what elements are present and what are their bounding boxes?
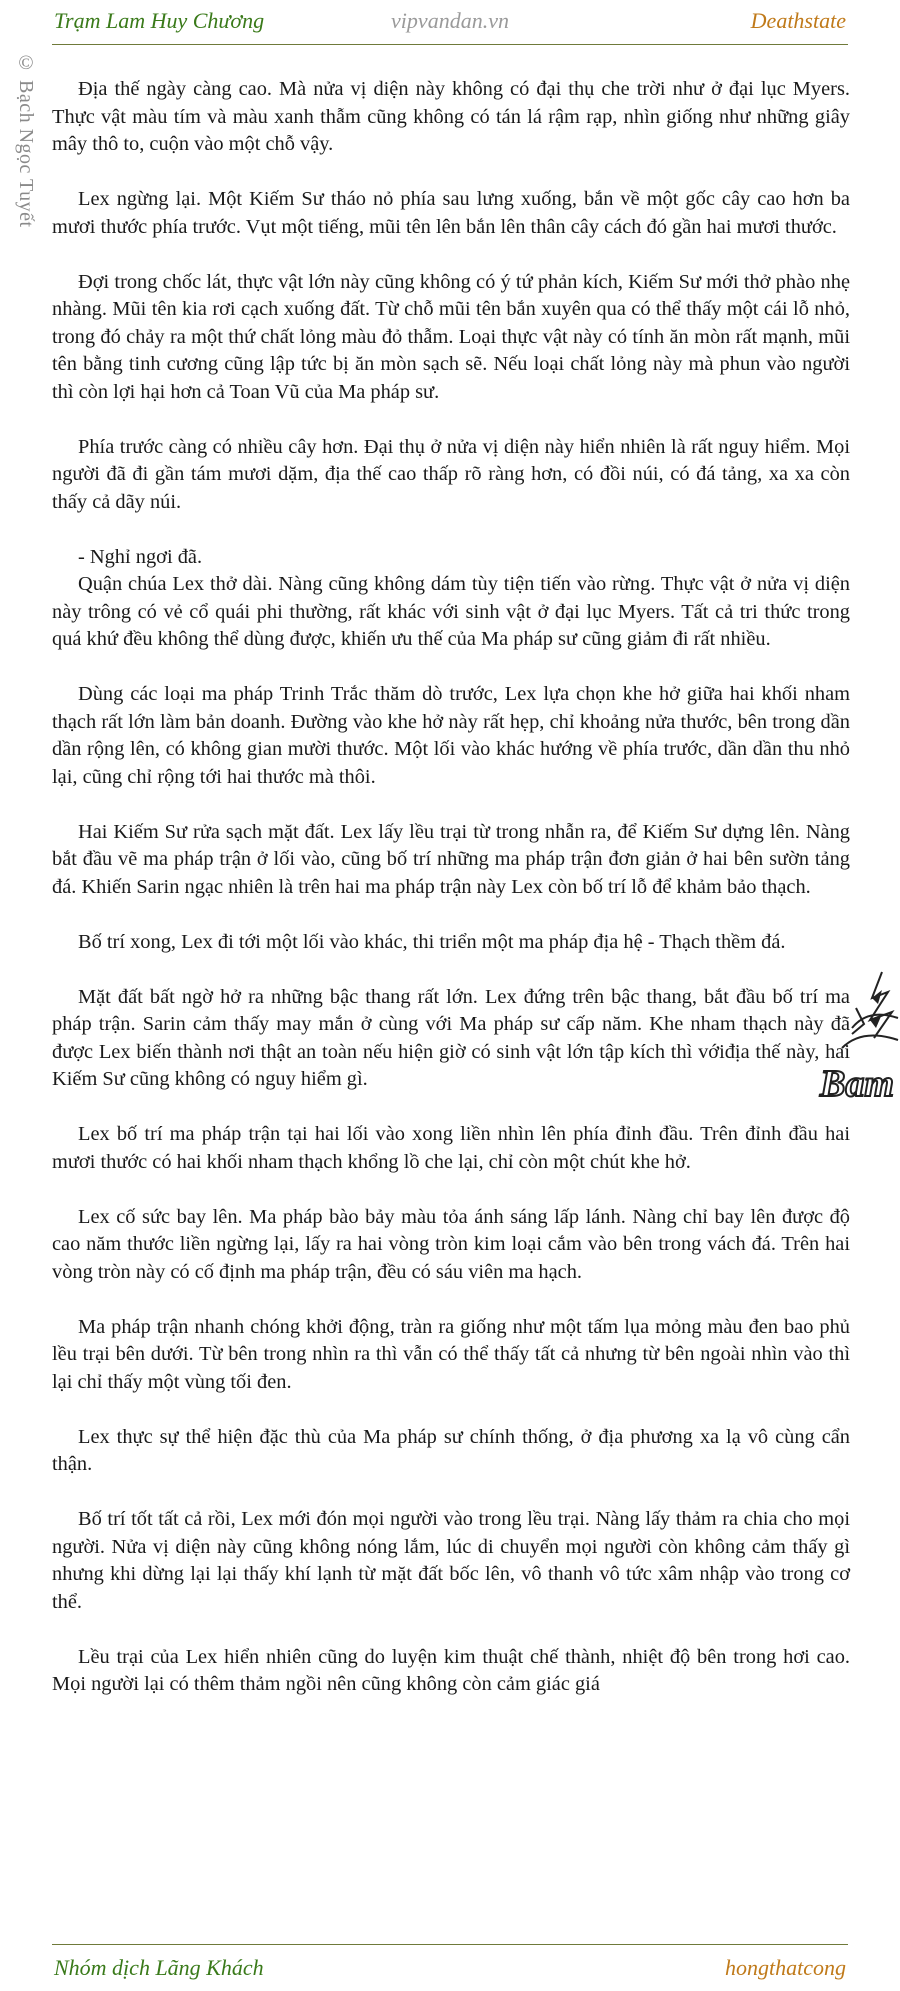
paragraph: Lex cố sức bay lên. Ma pháp bào bảy màu tỏa ánh sáng lấp lánh. Nàng chỉ bay lên được độ cao năm thước liền ngừng lại, lấy ra hai vòng tròn kim loại cắm vào bên trong vách đá. Trên hai vòng tròn này có cố định ma pháp trận, đều có sáu viên ma hạch.	[52, 1205, 850, 1283]
side-copyright-watermark: © Bạch Ngọc Tuyết	[15, 52, 37, 228]
paragraph: Địa thế ngày càng cao. Mà nửa vị diện này không có đại thụ che trời như ở đại lục Myers. Thực vật màu tím và màu xanh thẫm cũng không có tán lá rậm rạp, nhìn giống như những giây mây thô to, cuộn vào một chỗ vậy.	[52, 78, 850, 155]
paragraph: Lex thực sự thể hiện đặc thù của Ma pháp sư chính thống, ở địa phương xa lạ vô cùng cẩn thận.	[52, 1425, 850, 1475]
header-translator: Deathstate	[750, 8, 846, 33]
paragraph: Hai Kiếm Sư rửa sạch mặt đất. Lex lấy lều trại từ trong nhẫn ra, để Kiếm Sư dựng lên. Nàng bắt đầu vẽ ma pháp trận ở lối vào, cũng bố trí những ma pháp trận đơn giản ở hai bên sườn tảng đá. Khiến Sarin ngạc nhiên là trên hai ma pháp trận này Lex còn bố trí lỗ để khảm bảo thạch.	[52, 820, 850, 898]
paragraph: Lều trại của Lex hiển nhiên cũng do luyện kim thuật chế thành, nhiệt độ bên trong hơi cao. Mọi người lại có thêm thảm ngồi nên cũng không còn cảm giác giá	[52, 1645, 850, 1695]
paragraph: Mặt đất bất ngờ hở ra những bậc thang rất lớn. Lex đứng trên bậc thang, bắt đầu bố trí ma pháp trận. Sarin cảm thấy may mắn ở cùng với Ma pháp sư cấp năm. Khe nham thạch này đã được Lex biến thành nơi thật an toàn nếu hiện giờ có sinh vật lớn tập kích thì vớiđịa thế này, hai Kiếm Sư cũng không có nguy hiểm gì.	[52, 985, 850, 1090]
paragraph: Đợi trong chốc lát, thực vật lớn này cũng không có ý tứ phản kích, Kiếm Sư mới thở phào nhẹ nhàng. Mũi tên kia rơi cạch xuống đất. Từ chỗ mũi tên bắn xuyên qua có thể thấy một cái lỗ nhỏ, trong đó chảy ra một thứ chất lỏng màu đỏ thẫm. Loại thực vật này có tính ăn mòn rất mạnh, mũi tên bằng tinh cương cũng lập tức bị ăn mòn sạch sẽ. Nếu loại chất lỏng này mà phun vào người thì còn lợi hại hơn cả Toan Vũ của Ma pháp sư.	[52, 270, 850, 403]
paragraph: Bố trí tốt tất cả rồi, Lex mới đón mọi người vào trong lều trại. Nàng lấy thảm ra chia cho mọi người. Nửa vị diện này cũng không nóng lắm, lúc di chuyển mọi người còn không cảm thấy gì nhưng khi dừng lại lại thấy khí lạnh từ mặt đất bốc lên, vô thanh vô tức xâm nhập vào trong cơ thể.	[52, 1508, 850, 1613]
paragraph: Quận chúa Lex thở dài. Nàng cũng không dám tùy tiện tiến vào rừng. Thực vật ở nửa vị diện này trông có vẻ cổ quái phi thường, rất khác với sinh vật ở đại lục Myers. Tất cả tri thức trong quá khứ đều không thể dùng được, khiến ưu thế của Ma pháp sư cũng giảm đi rất nhiều.	[52, 573, 850, 650]
paragraph: Lex bố trí ma pháp trận tại hai lối vào xong liền nhìn lên phía đỉnh đầu. Trên đỉnh đầu hai mươi thước có hai khối nham thạch khổng lồ che lại, chỉ còn một chút khe hở.	[52, 1123, 850, 1173]
dialogue-line: - Nghỉ ngơi đã.	[78, 545, 203, 568]
footer-group-name: Nhóm dịch Lãng Khách	[54, 1955, 264, 1980]
paragraph: Phía trước càng có nhiều cây hơn. Đại thụ ở nửa vị diện này hiển nhiên là rất nguy hiểm. Mọi người đã đi gần tám mươi dặm, địa thế cao thấp rõ ràng hơn, có đồi núi, có đá tảng, xa xa còn thấy cả dãy núi.	[52, 435, 850, 513]
paragraph: Dùng các loại ma pháp Trinh Trắc thăm dò trước, Lex lựa chọn khe hở giữa hai khối nham thạch rất lớn làm bản doanh. Đường vào khe hở này rất hẹp, chỉ khoảng nửa thước, bên trong dần dần rộng lên, có không gian mười thước. Một lối vào khác hướng về phía trước, dần dần thu nhỏ lại, cũng chỉ rộng tới hai thước mà thôi.	[52, 683, 850, 788]
header-series-title: Trạm Lam Huy Chương	[54, 8, 265, 33]
chapter-body	[52, 76, 850, 1699]
footer-editor-name: hongthatcong	[725, 1955, 846, 1980]
page-footer	[52, 1944, 848, 1991]
paragraph: Ma pháp trận nhanh chóng khởi động, tràn ra giống như một tấm lụa mỏng màu đen bao phủ lều trại bên dưới. Từ bên trong nhìn ra thì vẫn có thể thấy tất cả nhưng từ bên ngoài nhìn vào thì lại chỉ thấy một vùng tối đen.	[52, 1315, 850, 1393]
paragraph: Lex ngừng lại. Một Kiếm Sư tháo nỏ phía sau lưng xuống, bắn về một gốc cây cao hơn ba mươi thước phía trước. Vụt một tiếng, mũi tên lên bắn lên thân cây cách đó gần hai mươi thước.	[52, 188, 850, 238]
page-header	[52, 0, 848, 45]
svg-text:Bam: Bam	[820, 1063, 894, 1105]
dragon-logo-stamp-icon	[812, 968, 900, 1108]
header-site-name: vipvandan.vn	[391, 8, 509, 33]
paragraph: Bố trí xong, Lex đi tới một lối vào khác, thi triển một ma pháp địa hệ - Thạch thềm đá.	[78, 930, 786, 953]
